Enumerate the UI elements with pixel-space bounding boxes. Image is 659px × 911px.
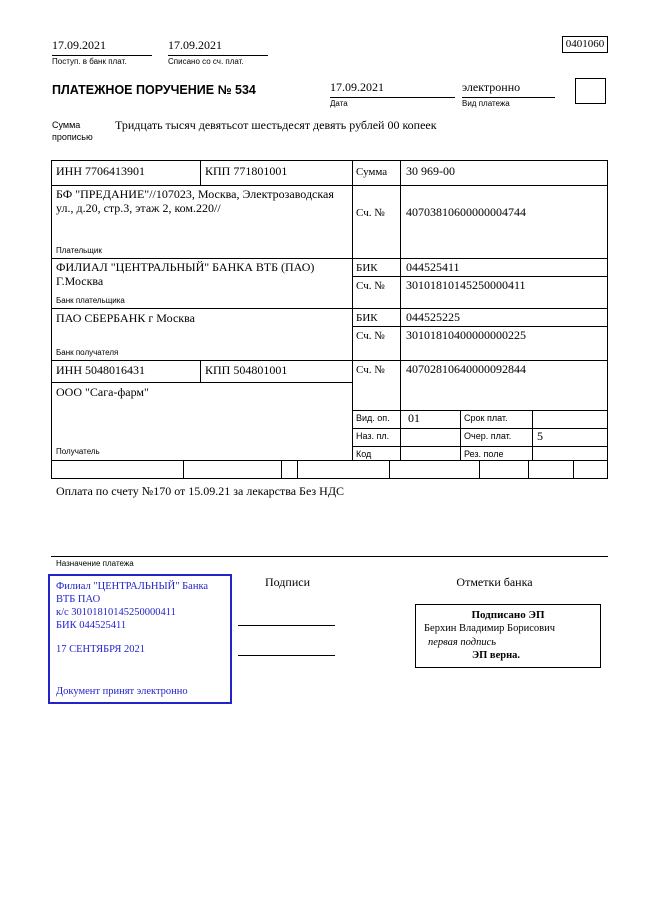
- reserve-field-label: Рез. поле: [464, 449, 504, 459]
- payment-kind-block: [462, 80, 555, 109]
- received-date: 17.09.2021: [52, 38, 152, 56]
- payer-bank-bik: 044525411: [406, 260, 460, 274]
- debited-date: 17.09.2021: [168, 38, 268, 56]
- debited-date-block: [168, 38, 268, 67]
- code-label: Код: [356, 449, 372, 459]
- form-code-box: [562, 36, 608, 53]
- bank-marks-header: Отметки банка: [456, 575, 533, 589]
- payer-bank-name: ФИЛИАЛ "ЦЕНТРАЛЬНЫЙ" БАНКА ВТБ (ПАО) Г.Москва: [56, 260, 315, 288]
- payee-account: 40702810640000092844: [406, 362, 526, 376]
- payment-kind: электронно: [462, 80, 555, 98]
- payment-kind-label: Вид платежа: [462, 99, 510, 108]
- payer-bank-label: Банк плательщика: [56, 296, 125, 305]
- payer-label: Плательщик: [56, 246, 102, 255]
- doc-date-label: Дата: [330, 99, 348, 108]
- stamp-date: 17 СЕНТЯБРЯ 2021: [56, 643, 145, 655]
- stamp-line-4: БИК 044525411: [56, 620, 127, 632]
- ep-signature-kind: первая подпись: [428, 636, 497, 648]
- payee-bank-name: ПАО СБЕРБАНК г Москва: [56, 311, 195, 325]
- ep-signature-box: [415, 604, 601, 668]
- payer-name: БФ "ПРЕДАНИЕ"//107023, Москва, Электрозаводская ул., д.20, стр.3, этаж 2, ком.220//: [56, 187, 334, 215]
- amount-words-label-1: Сумма: [52, 120, 81, 130]
- received-date-block: [52, 38, 152, 67]
- stamp-line-1: Филиал "ЦЕНТРАЛЬНЫЙ" Банка: [56, 581, 209, 592]
- sum-label: Сумма: [356, 166, 388, 178]
- payee-bank-label: Банк получателя: [56, 348, 119, 357]
- ep-title: Подписано ЭП: [471, 609, 545, 621]
- payee-bank-bik: 044525225: [406, 310, 460, 324]
- payer-inn: ИНН 7706413901: [56, 164, 145, 178]
- payer-bank-account: 30101810145250000411: [406, 278, 526, 292]
- sum-value: 30 969-00: [406, 164, 455, 178]
- payment-purpose-label: Назначение платежа: [56, 559, 134, 568]
- payment-purpose-text: Оплата по счету №170 от 15.09.21 за лекарства Без НДС: [56, 484, 345, 498]
- amount-words-label-2: прописью: [52, 132, 93, 142]
- payee-name: ООО "Сага-фарм": [56, 385, 149, 399]
- ep-status: ЭП верна.: [472, 649, 521, 661]
- signature-line-2: [238, 655, 335, 656]
- debited-date-label: Списано со сч. плат.: [168, 57, 244, 66]
- ep-signer-name: Берхин Владимир Борисович: [424, 623, 555, 635]
- amount-in-words: Тридцать тысяч девятьсот шестьдесят девять рублей 00 копеек: [115, 118, 437, 132]
- purpose-code-label: Наз. пл.: [356, 431, 390, 441]
- payee-kpp: КПП 504801001: [205, 363, 288, 377]
- signatures-header: Подписи: [264, 575, 311, 589]
- payee-account-label: Сч. №: [356, 364, 385, 376]
- doc-date-block: [330, 80, 455, 109]
- payer-account: 40703810600000004744: [406, 205, 526, 219]
- op-type-value: 01: [408, 411, 420, 425]
- priority-value: 5: [537, 429, 543, 443]
- payee-bank-account: 30101810400000000225: [406, 328, 526, 342]
- payer-bank-account-label: Сч. №: [356, 280, 385, 292]
- form-code: 0401060: [565, 38, 605, 50]
- document-title: ПЛАТЕЖНОЕ ПОРУЧЕНИЕ № 534: [52, 83, 256, 97]
- op-type-label: Вид. оп.: [356, 413, 390, 423]
- payee-bank-bik-label: БИК: [356, 312, 378, 324]
- received-date-label: Поступ. в банк плат.: [52, 57, 127, 66]
- payer-bank-bik-label: БИК: [356, 262, 378, 274]
- stamp-line-2: ВТБ ПАО: [56, 594, 101, 606]
- title-empty-box: [575, 78, 606, 104]
- payer-kpp: КПП 771801001: [205, 164, 288, 178]
- stamp-line-3: к/с 30101810145250000411: [56, 607, 176, 619]
- bank-stamp: [48, 574, 232, 704]
- priority-label: Очер. плат.: [464, 431, 512, 441]
- payee-bank-account-label: Сч. №: [356, 330, 385, 342]
- signature-line-1: [238, 625, 335, 626]
- payer-account-label: Сч. №: [356, 207, 385, 219]
- payee-label: Получатель: [56, 447, 100, 456]
- doc-date: 17.09.2021: [330, 80, 455, 98]
- stamp-accepted-line: Документ принят электронно: [56, 685, 188, 697]
- payee-inn: ИНН 5048016431: [56, 363, 145, 377]
- pay-term-label: Срок плат.: [464, 413, 508, 423]
